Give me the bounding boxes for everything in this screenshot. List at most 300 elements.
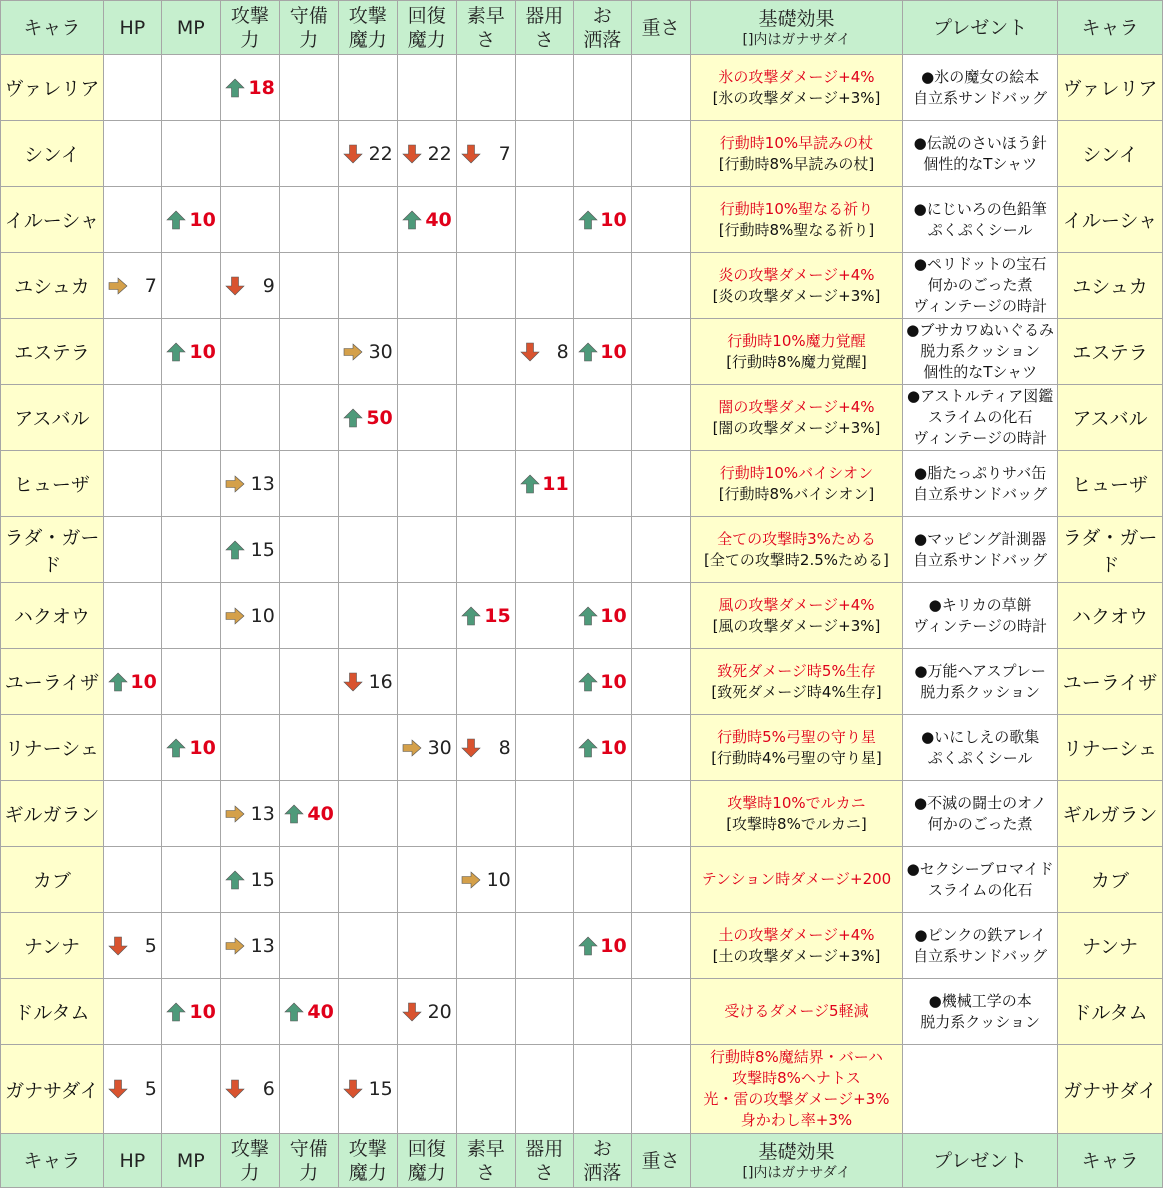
stat-value: 10 [600,208,627,231]
present-item: ●にじいろの色鉛筆 [913,199,1047,218]
stat-value: 8 [498,736,511,759]
arrow-side-icon [402,738,422,758]
stat-agi [456,1045,515,1134]
header-row-bottom [1,1134,1163,1188]
stat-matk [338,649,397,715]
present-item: 何かのごった煮 [927,814,1033,833]
header-mp: MP [161,1,220,55]
stat-hp [103,847,161,913]
stat-style [573,253,631,319]
stat-agi [456,121,515,187]
stat-value: 22 [427,142,452,165]
stat-hp [103,385,161,451]
arrow-down-icon [461,144,481,164]
stat-def [279,55,338,121]
stat-atk [220,847,279,913]
header-agi: 素早 さ [456,1,515,55]
stat-value: 7 [144,274,157,297]
stat-heal [397,781,456,847]
stat-value: 50 [366,406,393,429]
stat-value: 10 [600,670,627,693]
stat-style [573,979,631,1045]
stat-style [573,121,631,187]
footer-hp: HP [103,1134,161,1188]
footer-chara-right: キャラ [1058,1134,1163,1188]
base-effect [690,121,903,187]
stat-heal [397,121,456,187]
stat-value: 10 [130,670,157,693]
effect-main: 炎の攻撃ダメージ+4% [718,265,875,284]
stat-hp [103,781,161,847]
character-name: ガナサダイ [1,1045,104,1134]
stat-heal [397,517,456,583]
stat-agi [456,451,515,517]
stat-mp [161,715,220,781]
stat-value: 13 [250,802,275,825]
stat-atk [220,121,279,187]
stat-value: 10 [189,340,216,363]
effect-main: 攻撃時10%でルカニ [727,793,866,812]
stat-def [279,517,338,583]
present-item: ヴィンテージの時計 [913,429,1048,447]
present [903,253,1058,319]
stat-atk [220,517,279,583]
character-name: カブ [1,847,104,913]
effect-main: 行動時10%聖なる祈り [719,199,874,218]
present-item: ●アストルティア図鑑 [907,387,1054,405]
footer-present: プレゼント [903,1134,1058,1188]
footer-chara: キャラ [1,1134,104,1188]
present [903,649,1058,715]
effect-ganasadai: [風の攻撃ダメージ+3%] [712,616,881,635]
effect-ganasadai: [土の攻撃ダメージ+3%] [712,946,881,965]
present-item: ヴィンテージの時計 [913,616,1048,635]
stat-matk [338,1045,397,1134]
stat-matk [338,781,397,847]
header-style: お 洒落 [573,1,631,55]
stat-value: 13 [250,934,275,957]
stat-def [279,979,338,1045]
footer-weight: 重さ [631,1134,690,1188]
effect-ganasadai: [行動時4%弓聖の守り星] [711,748,882,767]
stat-atk [220,187,279,253]
character-name-right: エステラ [1058,319,1163,385]
stat-heal [397,187,456,253]
stat-agi [456,583,515,649]
stat-hp [103,715,161,781]
present-item: ●ピンクの鉄アレイ [914,925,1046,944]
stat-mp [161,451,220,517]
base-effect [690,715,903,781]
stat-atk [220,649,279,715]
character-name-right: ガナサダイ [1058,1045,1163,1134]
footer-dex: 器用 さ [515,1134,573,1188]
stat-style [573,385,631,451]
header-effect: 基礎効果 []内はガナサダイ [690,1,903,55]
present [903,913,1058,979]
stat-heal [397,451,456,517]
base-effect [690,913,903,979]
stat-value: 7 [498,142,511,165]
arrow-up-icon [578,342,598,362]
present [903,583,1058,649]
arrow-up-icon [284,1002,304,1022]
stat-matk [338,55,397,121]
stat-weight [631,781,690,847]
stat-style [573,715,631,781]
stat-mp [161,847,220,913]
effect-main: 氷の攻撃ダメージ+4% [718,67,875,86]
stat-weight [631,715,690,781]
stat-matk [338,583,397,649]
stat-dex [515,187,573,253]
stat-matk [338,253,397,319]
arrow-up-icon [461,606,481,626]
stat-dex [515,649,573,715]
stat-atk [220,253,279,319]
present [903,451,1058,517]
stat-dex [515,583,573,649]
stat-value: 10 [189,736,216,759]
stat-def [279,253,338,319]
arrow-down-icon [108,1079,128,1099]
arrow-down-icon [402,1002,422,1022]
header-chara: キャラ [1,1,104,55]
character-name-right: ヴァレリア [1058,55,1163,121]
stat-agi [456,319,515,385]
stat-mp [161,253,220,319]
present-item: ●万能ヘアスプレー [914,661,1046,680]
stat-heal [397,385,456,451]
character-name-right: リナーシェ [1058,715,1163,781]
stat-mp [161,649,220,715]
arrow-side-icon [225,936,245,956]
present-item: ●セクシーブロマイド [906,859,1054,878]
stat-matk [338,847,397,913]
stat-value: 5 [144,1078,157,1100]
stat-weight [631,253,690,319]
stat-mp [161,55,220,121]
stat-def [279,451,338,517]
stat-matk [338,517,397,583]
character-name: エステラ [1,319,104,385]
present [903,1045,1058,1134]
character-name-right: ユシュカ [1058,253,1163,319]
stat-agi [456,847,515,913]
footer-def: 守備 力 [279,1134,338,1188]
base-effect [690,55,903,121]
stat-atk [220,55,279,121]
present [903,187,1058,253]
character-name: ユーライザ [1,649,104,715]
base-effect [690,1045,903,1134]
effect-main: 全ての攻撃時3%ためる [717,529,876,548]
table-row [1,451,1163,517]
stat-def [279,847,338,913]
stat-agi [456,715,515,781]
footer-mp: MP [161,1134,220,1188]
arrow-up-icon [578,936,598,956]
stat-hp [103,979,161,1045]
base-effect [690,319,903,385]
character-name: リナーシェ [1,715,104,781]
arrow-side-icon [225,474,245,494]
stat-heal [397,847,456,913]
stat-mp [161,583,220,649]
base-effect [690,649,903,715]
stat-weight [631,55,690,121]
stat-def [279,187,338,253]
stat-weight [631,517,690,583]
header-heal: 回復 魔力 [397,1,456,55]
stat-style [573,451,631,517]
present-item: 自立系サンドバッグ [913,484,1048,503]
stat-agi [456,253,515,319]
stat-style [573,649,631,715]
stat-dex [515,715,573,781]
character-name-right: シンイ [1058,121,1163,187]
present-item: 自立系サンドバッグ [913,88,1048,107]
stat-weight [631,451,690,517]
base-effect [690,517,903,583]
stat-value: 30 [368,340,393,363]
present-item: ぷくぷくシール [927,748,1033,767]
stat-hp [103,583,161,649]
arrow-down-icon [402,144,422,164]
stat-value: 22 [368,142,393,165]
character-name: イルーシャ [1,187,104,253]
effect-ganasadai: [行動時8%魔力覚醒] [726,352,867,371]
present-item: ●マッピング計測器 [914,529,1047,548]
stat-hp [103,253,161,319]
base-effect [690,583,903,649]
stat-value: 20 [427,1000,452,1023]
stat-weight [631,979,690,1045]
stat-value: 10 [486,868,511,891]
stat-dex [515,781,573,847]
stat-value: 40 [307,802,334,825]
arrow-up-icon [225,78,245,98]
character-name-right: アスバル [1058,385,1163,451]
present-item: 個性的なTシャツ [923,154,1038,173]
stat-agi [456,385,515,451]
character-name: ギルガラン [1,781,104,847]
stat-weight [631,319,690,385]
stat-heal [397,979,456,1045]
effect-main: 行動時8%魔結界・バーハ 攻撃時8%ヘナトス 光・雷の攻撃ダメージ+3% 身かわし率+3% [703,1048,890,1129]
table-row [1,319,1163,385]
stat-matk [338,979,397,1045]
stat-weight [631,187,690,253]
stat-hp [103,649,161,715]
arrow-side-icon [108,276,128,296]
arrow-up-icon [284,804,304,824]
present-item: ●いにしえの歌集 [921,727,1040,746]
arrow-side-icon [343,342,363,362]
present-item: ●伝説のさいほう針 [913,133,1047,152]
stat-atk [220,1045,279,1134]
stat-dex [515,1045,573,1134]
character-name-right: ラダ・ガード [1058,517,1163,583]
stat-weight [631,1045,690,1134]
stat-style [573,583,631,649]
base-effect [690,187,903,253]
stat-agi [456,517,515,583]
stat-weight [631,121,690,187]
character-name-right: カブ [1058,847,1163,913]
stat-matk [338,121,397,187]
stat-value: 5 [144,934,157,957]
present-item: ヴィンテージの時計 [913,297,1048,315]
arrow-down-icon [108,936,128,956]
present-item: 脱力系クッション [920,682,1040,701]
header-def: 守備 力 [279,1,338,55]
stat-value: 10 [189,208,216,231]
stat-heal [397,649,456,715]
stat-heal [397,913,456,979]
present-item: 自立系サンドバッグ [913,550,1048,569]
present [903,319,1058,385]
present-item: ●ペリドットの宝石 [913,255,1047,273]
stat-agi [456,649,515,715]
footer-effect: 基礎効果 []内はガナサダイ [690,1134,903,1188]
stat-agi [456,187,515,253]
footer-heal: 回復 魔力 [397,1134,456,1188]
stat-value: 9 [262,274,275,297]
stat-dex [515,121,573,187]
character-name: シンイ [1,121,104,187]
stat-hp [103,1045,161,1134]
stat-dex [515,517,573,583]
stat-dex [515,319,573,385]
present-item: 個性的なTシャツ [923,363,1038,381]
arrow-side-icon [225,606,245,626]
arrow-up-icon [225,540,245,560]
effect-main: 行動時10%早読みの杖 [719,133,874,152]
base-effect [690,451,903,517]
present-item: ●ブサカワぬいぐるみ [906,321,1055,339]
effect-ganasadai: [致死ダメージ時4%生存] [711,682,882,701]
arrow-down-icon [225,276,245,296]
arrow-up-icon [166,342,186,362]
stat-weight [631,649,690,715]
stat-atk [220,913,279,979]
base-effect [690,979,903,1045]
stat-heal [397,253,456,319]
present [903,781,1058,847]
table-row [1,649,1163,715]
stat-dex [515,913,573,979]
stat-value: 15 [250,868,275,891]
stat-hp [103,187,161,253]
table-row [1,517,1163,583]
effect-main: 致死ダメージ時5%生存 [717,661,876,680]
stat-atk [220,781,279,847]
header-matk: 攻撃 魔力 [338,1,397,55]
stat-hp [103,913,161,979]
stat-value: 16 [368,670,393,693]
base-effect [690,847,903,913]
present-item: ●脂たっぷりサバ缶 [914,463,1047,482]
footer-atk: 攻撃 力 [220,1134,279,1188]
arrow-side-icon [461,870,481,890]
arrow-up-icon [520,474,540,494]
table-row [1,187,1163,253]
stat-value: 10 [600,340,627,363]
stat-value: 15 [484,604,511,627]
effect-ganasadai: [攻撃時8%でルカニ] [726,814,867,833]
stat-mp [161,979,220,1045]
table-row [1,55,1163,121]
stat-heal [397,55,456,121]
present-item: ●キリカの草餅 [928,595,1032,614]
arrow-up-icon [402,210,422,230]
table-row [1,583,1163,649]
stat-matk [338,187,397,253]
effect-ganasadai: [行動時8%バイシオン] [718,484,875,503]
stat-style [573,847,631,913]
character-name: ヒューザ [1,451,104,517]
stat-dex [515,979,573,1045]
stat-style [573,187,631,253]
stat-def [279,121,338,187]
arrow-down-icon [343,672,363,692]
header-hp: HP [103,1,161,55]
present-item: 何かのごった煮 [927,276,1033,294]
character-name-right: ハクオウ [1058,583,1163,649]
header-weight: 重さ [631,1,690,55]
stat-dex [515,385,573,451]
stat-value: 11 [542,472,569,495]
stat-mp [161,913,220,979]
stat-atk [220,715,279,781]
present-item: 自立系サンドバッグ [913,946,1048,965]
stat-style [573,319,631,385]
header-present: プレゼント [903,1,1058,55]
stat-hp [103,55,161,121]
effect-main: 行動時10%バイシオン [719,463,874,482]
stat-dex [515,847,573,913]
present-item: ●機械工学の本 [928,991,1032,1010]
present-item: 脱力系クッション [920,1012,1040,1031]
effect-main: 土の攻撃ダメージ+4% [718,925,875,944]
table-row [1,847,1163,913]
stat-def [279,385,338,451]
stat-heal [397,319,456,385]
header-dex: 器用 さ [515,1,573,55]
present-item: ●不滅の闘士のオノ [914,793,1047,812]
base-effect [690,781,903,847]
stat-def [279,649,338,715]
present-item: スライムの化石 [927,408,1033,426]
character-name: ドルタム [1,979,104,1045]
stat-atk [220,583,279,649]
header-atk: 攻撃 力 [220,1,279,55]
stat-value: 10 [600,604,627,627]
stat-hp [103,451,161,517]
base-effect [690,385,903,451]
arrow-up-icon [108,672,128,692]
stat-style [573,517,631,583]
footer-agi: 素早 さ [456,1134,515,1188]
table-row [1,781,1163,847]
stat-value: 30 [427,736,452,759]
header-chara-right: キャラ [1058,1,1163,55]
arrow-down-icon [461,738,481,758]
stat-value: 6 [262,1078,275,1100]
stat-def [279,913,338,979]
table-row [1,715,1163,781]
